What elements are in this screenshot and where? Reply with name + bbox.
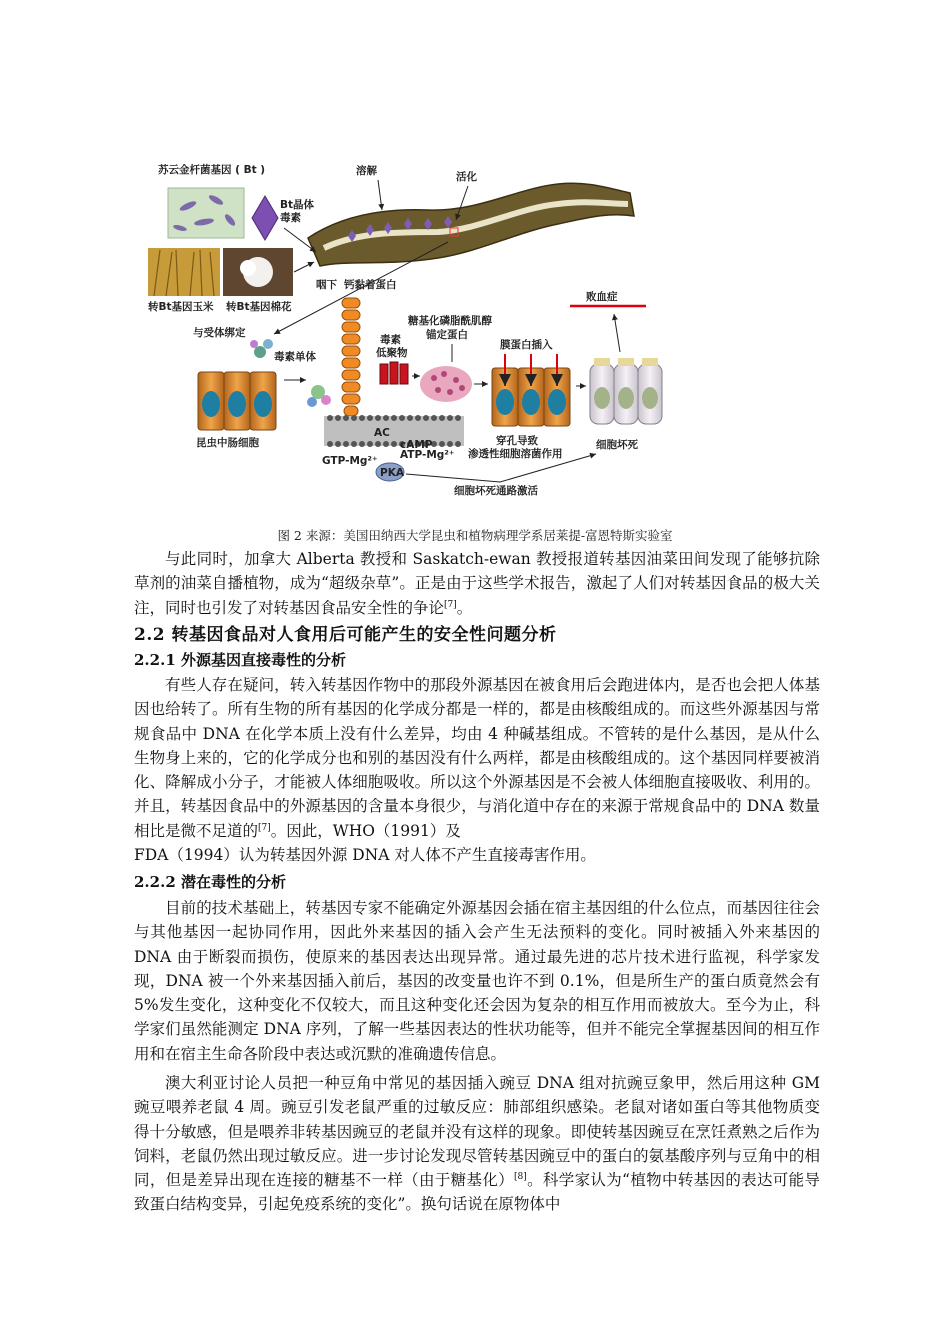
label-pathway: 细胞坏死通路激活	[454, 485, 538, 497]
p2-mid: 。因此，WHO（1991）及	[270, 821, 461, 840]
label-atp: ATP-Mg²⁺	[400, 449, 455, 461]
label-toxin: 毒素	[280, 212, 301, 224]
label-swallow: 咽下	[316, 279, 337, 291]
paragraph-potential-toxicity: 目前的技术基础上，转基因专家不能确定外源基因会插在宿主基因组的什么位点，而基因往往会与其他基因一起协同作用，因此外来基因的插入会产生无法预料的变化。同时被插入外来基因的 DNA 由于断裂而损伤，使原来的基因表达出现异常。通过最先进的芯片技术进行监视，科学家发现，DNA 被一个外来基因插入前后，基因的改变量也许不到 0.1%，但是所生产的蛋白质竟然会有 5%发生变化，这种变化不仅较大，而且这种变化还会因为复杂的相互作用而被放大。至今为止，科学家们虽然能测定 DNA 序列，了解一些基因表达的性状功能等，但并不能完全掌握基因间的相互作用和在宿主生命各阶段中表达或沉默的准确遗传信息。	[134, 899, 820, 1063]
paragraph-pea-study	[134, 1071, 820, 1217]
label-gpi-2: 锚定蛋白	[426, 329, 468, 341]
toxin-oligomer-icon	[380, 362, 408, 384]
label-gpi-1: 糖基化磷脂酰肌醇	[408, 315, 492, 327]
p1-end: 。	[456, 598, 473, 617]
pore-forming-cells	[492, 354, 570, 426]
gpi-protein-cluster	[420, 366, 472, 402]
receptor-complex-icon	[307, 385, 331, 407]
section-heading-2-2-2: 2.2.2 潜在毒性的分析	[134, 873, 286, 891]
label-bt-crystal: Bt晶体	[280, 199, 315, 211]
figure-caption: 图 2 来源：美国田纳西大学昆虫和植物病理学系居莱提-富恩特斯实验室	[277, 528, 673, 543]
label-insect-midgut-cell: 昆虫中肠细胞	[196, 437, 259, 449]
citation-ref: [8]	[513, 1172, 527, 1183]
bt-toxin-diagram	[138, 148, 668, 500]
label-camp: cAMP	[400, 439, 433, 451]
toxin-monomer-icon	[250, 339, 273, 358]
label-toxin-oligomer-1: 毒素	[380, 334, 401, 346]
label-receptor-binding: 与受体绑定	[193, 327, 246, 339]
label-bt-corn: 转Bt基因玉米	[148, 301, 214, 313]
citation-ref: [7]	[258, 822, 271, 833]
label-gtp: GTP-Mg²⁺	[322, 455, 378, 467]
bt-toxin-figure	[138, 148, 668, 500]
label-cell-necrosis: 细胞坏死	[596, 439, 638, 451]
cadherin-protein	[342, 298, 360, 416]
section-heading-2-2-1: 2.2.1 外源基因直接毒性的分析	[134, 651, 346, 669]
label-pore-2: 渗透性细胞溶菌作用	[468, 448, 563, 460]
insect-midgut-cells	[198, 372, 276, 430]
label-pore-1: 穿孔导致	[496, 435, 538, 447]
paragraph-direct-toxicity-last: FDA（1994）认为转基因外源 DNA 对人体不产生直接毒害作用。	[134, 846, 596, 864]
label-membrane-insertion: 膜蛋白插入	[500, 339, 553, 351]
p2-text: 有些人存在疑问，转入转基因作物中的那段外源基因在被食用后会跑进体内，是否也会把人体基因也给转了。所有生物的所有基因的化学成分都是一样的，都是由核酸组成的。而这些外源基因与常规食品中 DNA 在化学本质上没有什么差异，均由 4 种碱基组成。不管转的是什么基因，是从什么生物身上来的，它的化学成分也和别的基因没有什么两样，都是由核酸组成的。这个基因同样要被消化、降解成小分子，才能被人体细胞吸收。所以这个外源基因是不会被人体细胞直接吸收、利用的。并且，转基因食品中的外源基因的含量本身很少，与消化道中存在的来源于常规食品中的 DNA 数量相比是微不足道的	[134, 676, 820, 840]
section-heading-2-2: 2.2 转基因食品对人食用后可能产生的安全性问题分析	[134, 625, 557, 645]
label-cadherin: 钙黏着蛋白	[344, 279, 397, 291]
label-ac: AC	[374, 427, 390, 439]
p1-text: 与此同时，加拿大 Alberta 教授和 Saskatch-ewan 教授报道转基因油菜田间发现了能够抗除草剂的油菜自播植物，成为“超级杂草”。正是由于这些学术报告，激起了人们对转基因食品的极大关注，同时也引发了对转基因食品安全性的争论	[134, 550, 820, 617]
label-sepsis: 败血症	[586, 291, 618, 303]
p4-end: 。科学家认为“植物中转基因的表达可能导致蛋白结构变异，引起免疫系统的变化”。换句话说在原物体中	[134, 1171, 820, 1214]
bt-crystal-icon	[252, 196, 278, 240]
label-toxin-monomer: 毒素单体	[274, 351, 316, 363]
cell-membrane	[324, 415, 464, 447]
paragraph-direct-toxicity	[134, 673, 820, 843]
label-toxin-oligomer-2: 低聚物	[376, 347, 408, 359]
p4-text: 澳大利亚讨论人员把一种豆角中常见的基因插入豌豆 DNA 组对抗豌豆象甲，然后用这种 GM 豌豆喂养老鼠 4 周。豌豆引发老鼠严重的过敏反应：肺部组织感染。老鼠对诸如蛋白等其他物质变得十分敏感，但是喂养非转基因豌豆的老鼠并没有这样的现象。即使转基因豌豆在烹饪煮熟之后作为饲料，老鼠仍然出现过敏反应。进一步讨论发现尽管转基因豌豆中的蛋白的氨基酸序列与豆角中的相同，但是差异出现在连接的糖基不一样（由于糖基化）	[134, 1074, 820, 1190]
label-dissolve: 溶解	[356, 165, 377, 177]
necrotic-cells	[590, 358, 662, 424]
paragraph-super-weed	[134, 547, 820, 620]
label-activate: 活化	[456, 171, 477, 183]
citation-ref: [7]	[444, 599, 457, 610]
bacteria-micrograph	[168, 188, 244, 238]
label-pka: PKA	[380, 467, 404, 479]
label-bt-gene: 苏云金杆菌基因 ( Bt )	[158, 164, 266, 176]
label-bt-cotton: 转Bt基因棉花	[226, 301, 292, 313]
